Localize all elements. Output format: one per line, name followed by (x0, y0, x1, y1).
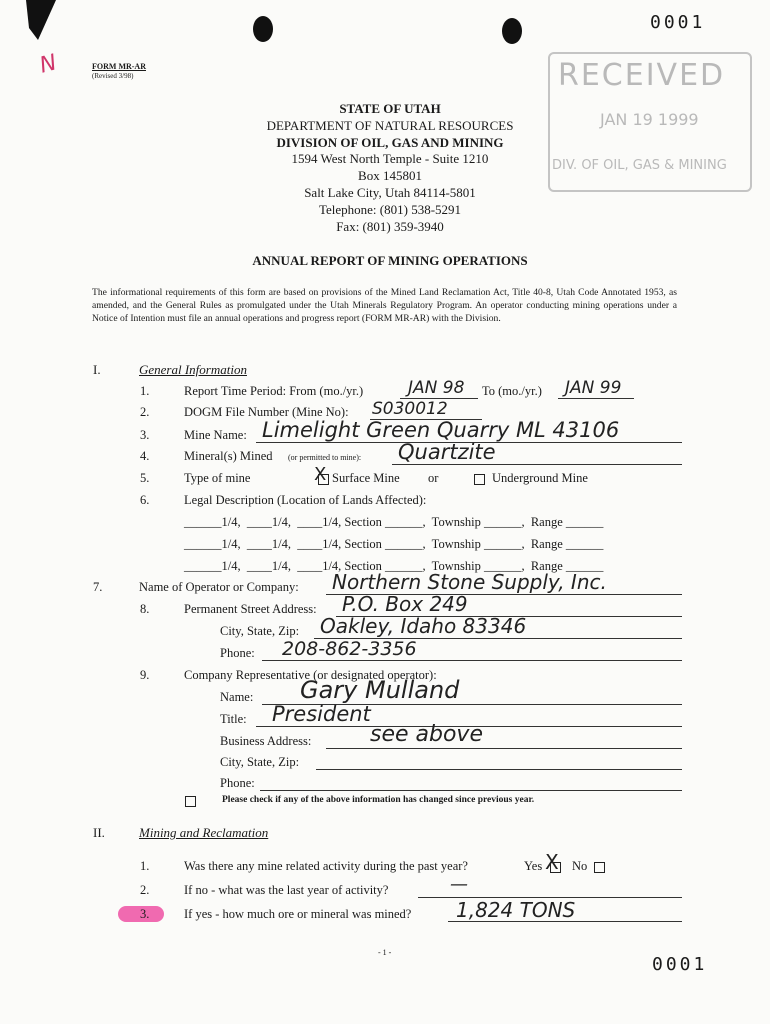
q7-label: Name of Operator or Company: (139, 580, 299, 594)
q8-label: Permanent Street Address: (184, 602, 317, 616)
q1-to-label: To (mo./yr.) (482, 384, 542, 398)
header-address-1: 1594 West North Temple - Suite 1210 (291, 151, 489, 167)
s2-q3-label: If yes - how much ore or mineral was mined? (184, 907, 412, 921)
q5-label: Type of mine (184, 471, 251, 485)
agency-header (200, 101, 580, 235)
s2-q1-num: 1. (140, 859, 150, 873)
q9-name-label: Name: (220, 690, 254, 704)
surface-mine-label: Surface Mine (332, 471, 400, 485)
page-footer: - 1 - (378, 948, 392, 957)
q9-business-value: see above (370, 722, 483, 747)
q1-num: 1. (140, 384, 150, 398)
punch-hole-right (502, 18, 522, 44)
q3-label: Mine Name: (184, 428, 247, 442)
form-revised: (Revised 3/98) (92, 72, 134, 80)
q8-city-label: City, State, Zip: (220, 624, 300, 638)
q9-city-label: City, State, Zip: (220, 755, 300, 769)
underground-mine-label: Underground Mine (492, 471, 588, 485)
margin-mark: N (37, 50, 60, 79)
q9-title-label: Title: (220, 712, 247, 726)
header-address-2: Box 145801 (358, 168, 422, 184)
header-telephone: Telephone: (801) 538-5291 (318, 201, 462, 217)
form-id: FORM MR-AR (92, 62, 146, 71)
q5-num: 5. (140, 471, 150, 485)
q9-num: 9. (140, 668, 150, 682)
q3-value: Limelight Green Quarry ML 43106 (262, 418, 620, 442)
q4-value: Quartzite (398, 440, 496, 464)
q8-num: 8. (140, 602, 150, 616)
q4-label: Mineral(s) Mined (184, 449, 273, 463)
corner-mark (26, 0, 56, 40)
q4-note: (or permitted to mine): (288, 453, 362, 462)
q8-phone-value: 208-862-3356 (282, 638, 417, 660)
info-changed-checkbox[interactable] (185, 796, 196, 807)
legal-row-2-text: 1/4, ____1/4, ____1/4, Section ______, Township ______, Range ______ (221, 537, 604, 551)
q4-num: 4. (140, 449, 150, 463)
header-division: DIVISION OF OIL, GAS AND MINING (276, 134, 504, 150)
stamp-date: JAN 19 1999 (600, 110, 699, 129)
s2-q1-label: Was there any mine related activity during the past year? (184, 859, 468, 873)
report-title: ANNUAL REPORT OF MINING OPERATIONS (252, 253, 528, 268)
q1-to-value: JAN 99 (565, 378, 622, 398)
s2-q3-num: 3. (140, 907, 150, 921)
q1-from-value: JAN 98 (408, 378, 465, 398)
section-1-numeral: I. (93, 362, 101, 377)
page-number-top: 0001 (650, 12, 706, 33)
q2-value: S030012 (372, 399, 448, 419)
info-changed-note: Please check if any of the above information has changed since previous year. (222, 795, 535, 805)
q8-phone-label: Phone: (220, 646, 255, 660)
section-2-numeral: II. (93, 825, 105, 840)
q6-label: Legal Description (Location of Lands Affected): (184, 493, 427, 507)
q2-label: DOGM File Number (Mine No): (184, 405, 349, 419)
legal-row-3: ______1/4, ____1/4, ____1/4, Section ______, Township ______, Range ______ (184, 559, 604, 573)
header-address-3: Salt Lake City, Utah 84114-5801 (304, 184, 476, 200)
legal-row-1: ______1/4, ____1/4, ____1/4, Section ______, Township ______, Range ______ (184, 515, 604, 529)
q9-title-value: President (272, 702, 371, 726)
activity-no-label: No (572, 859, 588, 873)
legal-row-2: ______1/4, ____1/4, ____1/4, Section ______, Township ______, Range ______ (184, 537, 604, 551)
legal-row-3-text: 1/4, ____1/4, ____1/4, Section ______, Township ______, Range ______ (221, 559, 604, 573)
page-number-bottom: 0001 (652, 954, 708, 975)
s2-q2-num: 2. (140, 883, 150, 897)
q3-num: 3. (140, 428, 150, 442)
punch-hole-left (253, 16, 273, 42)
section-1-title: General Information (139, 362, 247, 377)
s2-q2-value: — (450, 874, 468, 895)
q7-num: 7. (93, 580, 103, 594)
q9-business-label: Business Address: (220, 734, 312, 748)
q9-name-value: Gary Mulland (300, 676, 460, 704)
header-department: DEPARTMENT OF NATURAL RESOURCES (266, 117, 514, 133)
q7-value: Northern Stone Supply, Inc. (332, 570, 607, 594)
activity-yes-mark: X (545, 850, 559, 874)
s2-q2-label: If no - what was the last year of activity? (184, 883, 389, 897)
stamp-received-label: RECEIVED (558, 58, 726, 93)
section-2-title: Mining and Reclamation (139, 825, 269, 840)
surface-mine-mark: X (314, 464, 327, 485)
underground-mine-checkbox[interactable] (474, 474, 485, 485)
header-state: STATE OF UTAH (339, 101, 441, 116)
q6-num: 6. (140, 493, 150, 507)
q8-city-value: Oakley, Idaho 83346 (320, 614, 527, 638)
s2-q3-value: 1,824 TONS (456, 898, 576, 922)
legal-row-1-text: 1/4, ____1/4, ____1/4, Section ______, Township ______, Range ______ (221, 515, 604, 529)
q5-or: or (428, 471, 439, 485)
q9-label: Company Representative (or designated operator): (184, 668, 437, 682)
header-fax: Fax: (801) 359-3940 (336, 218, 444, 234)
q8-street-value: P.O. Box 249 (342, 592, 468, 616)
activity-yes-label: Yes (524, 859, 543, 873)
stamp-division: DIV. OF OIL, GAS & MINING (552, 158, 727, 173)
q9-phone-label: Phone: (220, 776, 255, 790)
q2-num: 2. (140, 405, 150, 419)
q1-label: Report Time Period: From (mo./yr.) (184, 384, 364, 398)
intro-paragraph: The informational requirements of this form are based on provisions of the Mined Land Reclamation Act, Title 40-8, Utah Code Annotated 1953, as amended, and the General Rules as promulgated under the Utah Minerals Regulatory Program. An operator conducting mining operations under a Notice of Intention must file an annual operations and progress report (FORM MR-AR) with the Division. (92, 287, 677, 324)
activity-no-checkbox[interactable] (594, 862, 605, 873)
